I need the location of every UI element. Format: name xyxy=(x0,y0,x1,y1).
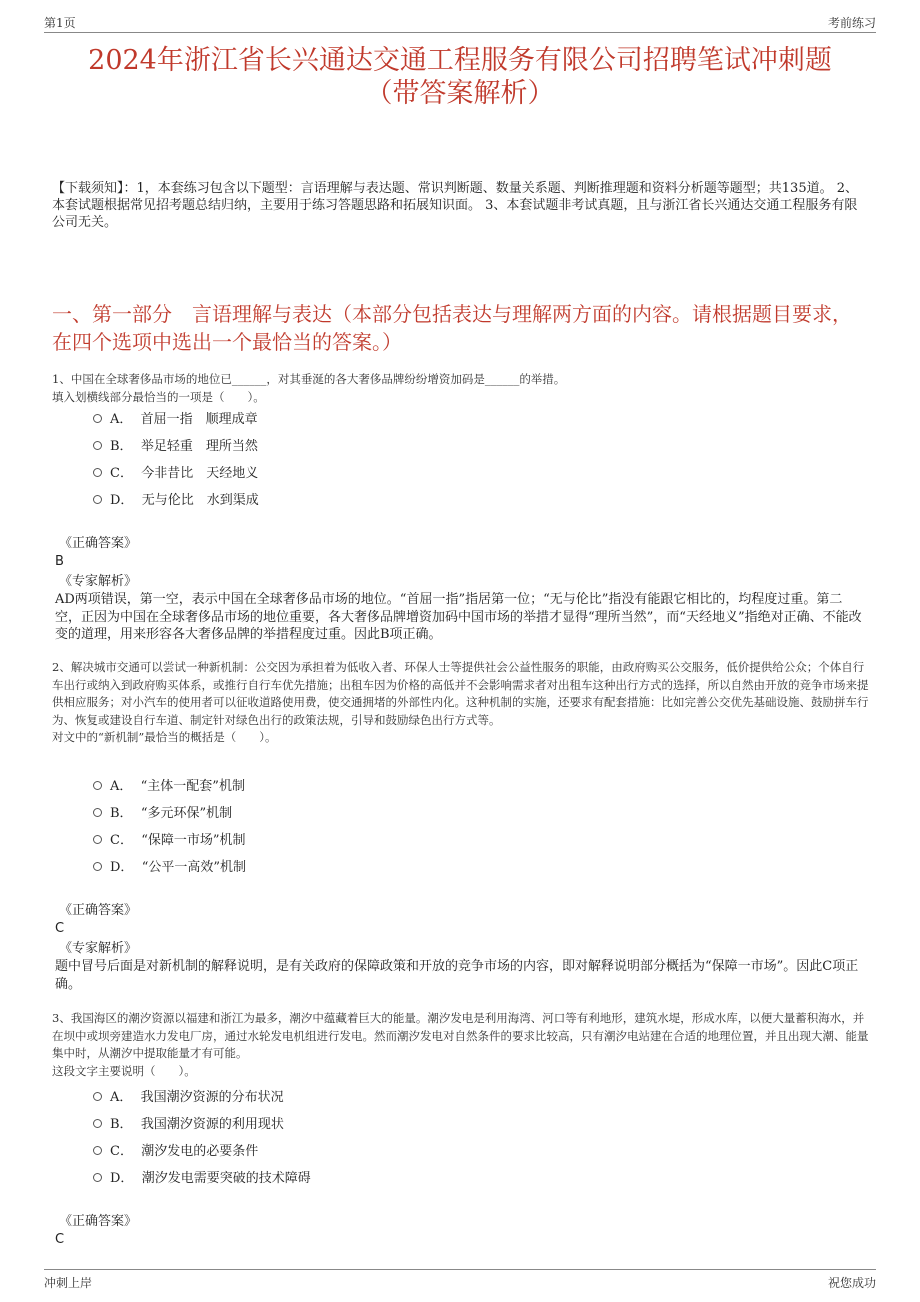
page-footer xyxy=(44,1269,876,1300)
radio-icon[interactable] xyxy=(93,1119,102,1128)
q2-explanation: 题中冒号后面是对新机制的解释说明，是有关政府的保障政策和开放的竞争市场的内容，即对解释说明部分概括为“保障一市场”。因此C项正确。 xyxy=(55,959,859,992)
question-stem: 1、中国在全球奢侈品市场的地位已______，对其垂涎的各大奢侈品牌纷纷增资加码是______的举措。 xyxy=(52,372,566,386)
q2-answer-label: 《正确答案》 xyxy=(59,903,138,918)
option-label: C． “保障一市场”机制 xyxy=(110,833,246,848)
option-label: C． 今非昔比 天经地义 xyxy=(110,466,259,481)
option-label: D． “公平一高效”机制 xyxy=(110,860,246,875)
option-label: A． 我国潮汐资源的分布状况 xyxy=(110,1090,284,1105)
radio-icon[interactable] xyxy=(93,495,102,504)
download-notice: 【下载须知】：1，本套练习包含以下题型：言语理解与表达题、常识判断题、数量关系题、判断推理题和资料分析题等题型；共135道。 2、本套试题根据常见招考题总结归纳，主要用于练习答题思路和拓展知识面。 3、本套试题非考试真题，且与浙江省长兴通达交通工程服务有限公司无关。 xyxy=(52,181,858,230)
radio-icon[interactable] xyxy=(93,808,102,817)
option-label: A． “主体一配套”机制 xyxy=(110,779,245,794)
question-stem: 3、我国海区的潮汐资源以福建和浙江为最多，潮汐中蕴藏着巨大的能量。潮汐发电是利用海湾、河口等有利地形，建筑水堤，形成水库，以便大量蓄积海水，并在坝中或坝旁建造水力发电厂房，通过水轮发电机组进行发电。然而潮汐发电对自然条件的要求比较高，只有潮汐电站建在合适的地理位置，并且出现大潮、能量集中时，从潮汐中提取能量才有可能。 xyxy=(52,1011,869,1060)
radio-icon[interactable] xyxy=(93,468,102,477)
q2-expert-label: 《专家解析》 xyxy=(59,941,138,956)
radio-icon[interactable] xyxy=(93,414,102,423)
question-prompt: 填入划横线部分最恰当的一项是（ ）。 xyxy=(52,389,265,404)
option-label: A． 首屈一指 顺理成章 xyxy=(110,412,258,427)
option-label: B． 我国潮汐资源的利用现状 xyxy=(110,1117,284,1132)
question-prompt: 这段文字主要说明（ ）。 xyxy=(52,1063,196,1078)
option-label: D． 无与伦比 水到渠成 xyxy=(110,493,259,508)
question-3 xyxy=(52,1010,870,1080)
q3-option-d[interactable] xyxy=(93,1169,311,1189)
q2-option-a[interactable] xyxy=(93,777,245,797)
section-heading: 一、第一部分 言语理解与表达（本部分包括表达与理解两方面的内容。请根据题目要求，在四个选项中选出一个最恰当的答案。） xyxy=(52,302,852,354)
radio-icon[interactable] xyxy=(93,862,102,871)
q1-option-b[interactable] xyxy=(93,437,258,457)
option-label: B． “多元环保”机制 xyxy=(110,806,233,821)
q2-option-b[interactable] xyxy=(93,804,232,824)
q1-option-c[interactable] xyxy=(93,464,258,484)
header-tag: 考前练习 xyxy=(827,16,876,30)
q1-option-d[interactable] xyxy=(93,491,259,511)
page-number: 第1页 xyxy=(44,16,76,30)
title-line-2: （带答案解析） xyxy=(365,78,555,109)
radio-icon[interactable] xyxy=(93,835,102,844)
option-label: D． 潮汐发电需要突破的技术障碍 xyxy=(110,1171,311,1186)
q2-option-c[interactable] xyxy=(93,831,246,851)
radio-icon[interactable] xyxy=(93,781,102,790)
q2-option-d[interactable] xyxy=(93,858,246,878)
page-header xyxy=(44,14,876,33)
document-title xyxy=(0,44,920,110)
footer-left: 冲刺上岸 xyxy=(44,1276,93,1290)
q1-explanation: AD两项错误，第一空，表示中国在全球奢侈品市场的地位。“首屈一指”指居第一位；“无与伦比”指没有能跟它相比的，均程度过重。第二空，正因为中国在全球奢侈品市场的地位重要，各大奢侈品牌增资加码中国市场的举措才显得“理所当然”，而“天经地义”指绝对正确、不能改变的道理，用来形容各大奢侈品牌的举措程度过重。因此B项正确。 xyxy=(55,592,862,642)
q1-expert-label: 《专家解析》 xyxy=(59,574,138,589)
q1-answer: B xyxy=(55,554,64,569)
q1-option-a[interactable] xyxy=(93,410,258,430)
radio-icon[interactable] xyxy=(93,1092,102,1101)
option-label: C． 潮汐发电的必要条件 xyxy=(110,1144,259,1159)
radio-icon[interactable] xyxy=(93,1146,102,1155)
q3-option-c[interactable] xyxy=(93,1142,258,1162)
q3-option-b[interactable] xyxy=(93,1115,284,1135)
question-prompt: 对文中的“新机制”最恰当的概括是（ ）。 xyxy=(52,730,277,744)
radio-icon[interactable] xyxy=(93,1173,102,1182)
q2-answer: C xyxy=(55,921,65,936)
q3-answer: C xyxy=(55,1232,65,1247)
option-label: B． 举足轻重 理所当然 xyxy=(110,439,258,454)
question-1 xyxy=(52,371,870,406)
q3-option-a[interactable] xyxy=(93,1088,284,1108)
q1-answer-label: 《正确答案》 xyxy=(59,536,138,551)
question-2 xyxy=(52,659,870,747)
question-stem: 2、解决城市交通可以尝试一种新机制：公交因为承担着为低收入者、环保人士等提供社会公益性服务的职能，由政府购买公交服务，低价提供给公众；个体自行车出行或纳入到政府购买体系，或推行自行车优先措施；出租车因为价格的高低并不会影响需求者对出租车这种出行方式的选择，所以自然由开放的竞争市场来提供相应服务；对小汽车的使用者可以征收道路使用费，使交通拥堵的外部性内化。这种机制的实施，还要求有配套措施：比如完善公交优先基础设施、鼓励拼车行为、恢复或建设自行车道、制定针对绿色出行的政策法规，引导和鼓励绿色出行方式等。 xyxy=(52,660,869,727)
q3-answer-label: 《正确答案》 xyxy=(59,1214,138,1229)
footer-right: 祝您成功 xyxy=(827,1276,876,1290)
title-line-1: 2024年浙江省长兴通达交通工程服务有限公司招聘笔试冲刺题 xyxy=(88,45,832,76)
radio-icon[interactable] xyxy=(93,441,102,450)
